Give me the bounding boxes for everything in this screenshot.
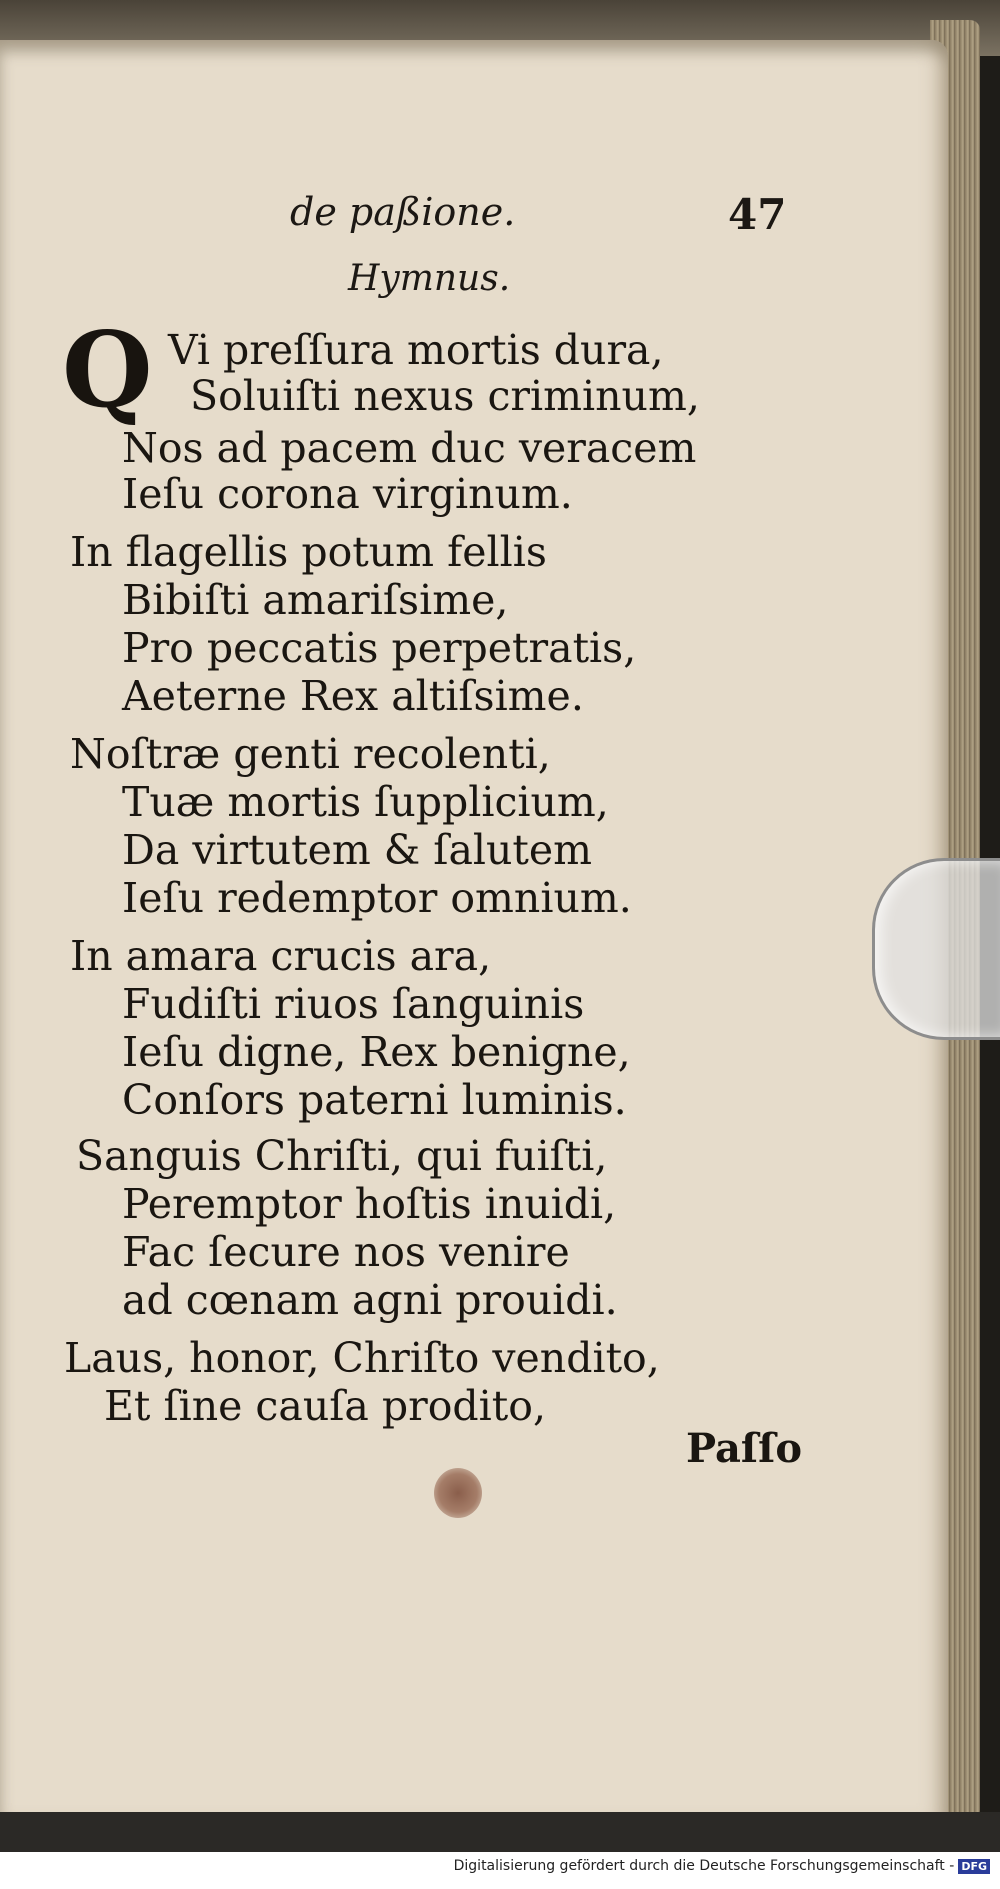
verse-line: Peremptor hoſtis inuidi,: [122, 1180, 617, 1228]
verse-line: Fudiſti riuos ſanguinis: [122, 980, 585, 1028]
running-head: de paßione.: [290, 190, 516, 234]
scan-bottom-edge: [0, 1812, 1000, 1852]
dfg-logo: DFG: [958, 1859, 990, 1874]
verse-line: Ieſu corona virginum.: [122, 470, 573, 518]
verse-line: Da virtutem & ſalutem: [122, 826, 593, 874]
verse-line: Vi preſſura mortis dura,: [168, 326, 664, 374]
credit-text: Digitalisierung gefördert durch die Deutsche Forschungsgemeinschaft -: [453, 1858, 955, 1874]
verse-line: Bibiſti amariſsime,: [122, 576, 509, 624]
verse-line: Sanguis Chriſti, qui fuiſti,: [76, 1132, 608, 1180]
hymn-title: Hymnus.: [348, 258, 511, 299]
page-clip: [872, 858, 1000, 1040]
verse-line: Tuæ mortis ſupplicium,: [122, 778, 609, 826]
verse-line: Et ſine cauſa prodito,: [104, 1382, 546, 1430]
page-number: 47: [728, 190, 787, 239]
verse-line: ad cœnam agni prouidi.: [122, 1276, 618, 1324]
verse-line: Ieſu redemptor omnium.: [122, 874, 632, 922]
footer-credit: [454, 1858, 990, 1874]
catchword: Paſſo: [686, 1425, 803, 1472]
verse-line: Fac ſecure nos venire: [122, 1228, 570, 1276]
drop-cap: Q: [62, 308, 153, 431]
verse-line: Ieſu digne, Rex benigne,: [122, 1028, 631, 1076]
verse-line: In amara crucis ara,: [70, 932, 492, 980]
verse-line: Soluiſti nexus criminum,: [190, 372, 700, 420]
verse-line: Conſors paterni luminis.: [122, 1076, 627, 1124]
verse-line: Aeterne Rex altiſsime.: [122, 672, 584, 720]
verse-line: Laus, honor, Chriſto vendito,: [64, 1334, 660, 1382]
ink-stain: [434, 1468, 482, 1518]
verse-line: Nos ad pacem duc veracem: [122, 424, 697, 472]
verse-line: Pro peccatis perpetratis,: [122, 624, 637, 672]
verse-line: In flagellis potum fellis: [70, 528, 547, 576]
verse-line: Noſtræ genti recolenti,: [70, 730, 551, 778]
